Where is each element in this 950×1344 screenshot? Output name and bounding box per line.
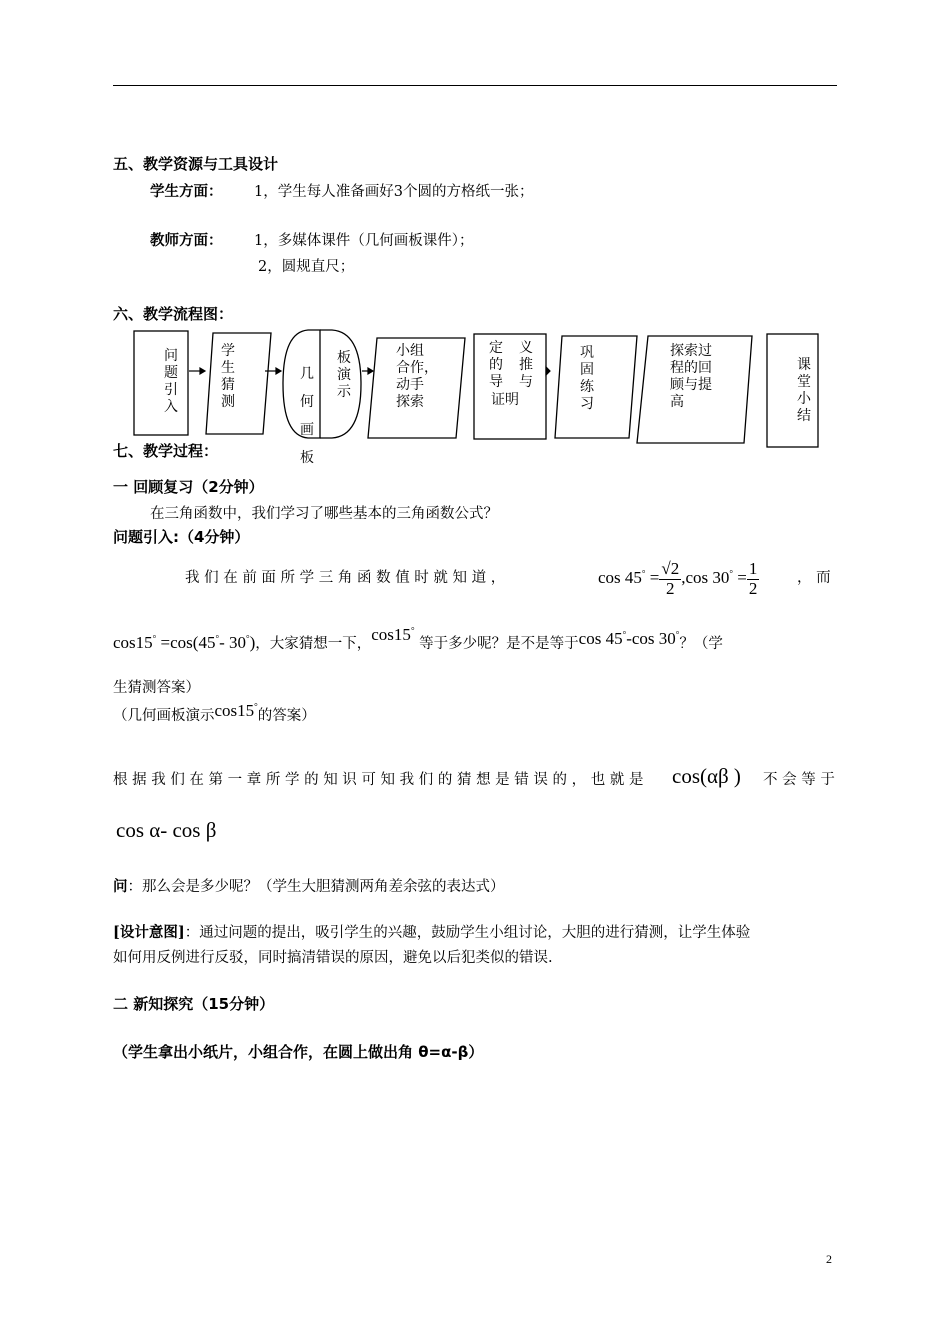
design-text-1: ：通过问题的提出，吸引学生的兴趣，鼓励学生小组讨论，大胆的进行猜测，让学生体验 xyxy=(184,925,751,941)
flow-box-3-text: 几 何 画 板 xyxy=(300,366,314,466)
flow-box-5-text: 小组 合作， 动手 探索 xyxy=(396,343,438,410)
flow-box-6-text-c: 证明 xyxy=(491,392,519,408)
section-7-title: 七、教学过程： xyxy=(113,442,219,460)
m-eq1: = xyxy=(649,568,660,588)
frac-den-2: 2 xyxy=(666,578,675,598)
l2-text3: ？（学 xyxy=(679,636,723,652)
m-cos30: ,cos 30 xyxy=(681,568,730,588)
intro-line-1: 我 们 在 前 面 所 学 三 角 函 数 值 时 就 知 道 ， xyxy=(185,570,506,586)
page-number: 2 xyxy=(826,1252,832,1266)
review-title: 一 回顾复习（2分钟） xyxy=(113,478,264,496)
cos-alpha-beta: cos(αβ ) xyxy=(672,764,741,788)
teacher-item-2: 2，圆规直尺； xyxy=(258,259,355,275)
arrow-1-head xyxy=(200,368,205,374)
flow-box-7-text: 巩 固 练 习 xyxy=(580,345,594,412)
l2-cos45-cos30: cos 45°-cos 30° xyxy=(578,629,680,648)
question-line xyxy=(113,875,505,896)
intro-line-5-end: 不 会 等 于 xyxy=(763,772,835,788)
question-text: ：那么会是多少呢？（学生大胆猜测两角差余弦的表达式） xyxy=(127,879,505,895)
l4-cos15-text: cos15 xyxy=(214,701,255,720)
frac-num-sqrt2: √2 xyxy=(661,559,680,578)
frac-sqrt2-over-2 xyxy=(659,560,681,598)
new-knowledge-text: （学生拿出小纸片，小组合作，在圆上做出角 θ=α-β） xyxy=(113,1043,484,1061)
m-cos45: cos 45 xyxy=(598,568,642,588)
l2-cos15-math: cos15° xyxy=(371,625,415,644)
new-knowledge-title: 二 新知探究（15分钟） xyxy=(113,995,275,1013)
l2-cos15: cos15 xyxy=(113,633,153,652)
teacher-item-1: 1，多媒体课件（几何画板课件）； xyxy=(254,233,474,249)
l2-cos45: =cos(45 xyxy=(160,633,216,652)
flow-box-9-text: 课 堂 小 结 xyxy=(797,357,811,424)
intro-line-2 xyxy=(113,625,723,653)
intro-line-3: 生猜测答案） xyxy=(113,680,200,696)
student-item: 1，学生每人准备画好3个圆的方格纸一张； xyxy=(254,184,534,200)
flow-box-2-text: 学 生 猜 测 xyxy=(221,343,235,410)
flow-box-1-text: 问 题 引 入 xyxy=(164,348,178,415)
frac-num-1: 1 xyxy=(748,559,758,578)
l2-text2: 等于多少呢？是不是等于 xyxy=(414,636,579,652)
l4-c: 的答案） xyxy=(257,708,316,724)
arrow-3-head xyxy=(368,368,373,374)
flow-box-6-text-b: 义 推 与 xyxy=(519,340,533,390)
section-6-title: 六、教学流程图： xyxy=(113,305,234,323)
intro-line-1-end: ， 而 xyxy=(797,570,831,586)
l2-c45: cos 45 xyxy=(578,629,623,648)
flow-box-4-text: 板 演 示 xyxy=(337,350,351,400)
frac-den-2b: 2 xyxy=(748,578,758,598)
l2-text1: ，大家猜想一下， xyxy=(255,636,372,652)
cos15-eq-formula: cos15° =cos(45°- 30°) xyxy=(113,633,256,652)
frac-1-over-2 xyxy=(747,560,760,598)
intro-line-4 xyxy=(113,701,316,725)
l2-30: - 30 xyxy=(219,633,246,652)
l4-cos15: cos15° xyxy=(214,701,258,720)
teacher-label: 教师方面： xyxy=(150,232,223,249)
l2-cos15b: cos15 xyxy=(371,625,411,644)
intro-line-5: 根 据 我 们 在 第 一 章 所 学 的 知 识 可 知 我 们 的 猜 想 是 错 误 的 ， 也 就 是 xyxy=(113,772,644,788)
cos-alpha-minus-cos-beta: cos α- cos β xyxy=(116,818,217,842)
flow-box-6-text-a: 定 的 导 xyxy=(489,340,503,390)
section-5-title: 五、教学资源与工具设计 xyxy=(113,155,279,173)
student-label: 学生方面： xyxy=(150,183,223,200)
l2-c30: -cos 30 xyxy=(626,629,676,648)
flow-box-8-text: 探索过 程的回 顾与提 高 xyxy=(670,343,712,410)
design-line-1 xyxy=(113,921,750,942)
l4-a: （几何画板演示 xyxy=(113,708,215,724)
arrow-2-head xyxy=(276,368,281,374)
intro-title: 问题引入:（4分钟） xyxy=(113,528,250,546)
review-text: 在三角函数中，我们学习了哪些基本的三角函数公式？ xyxy=(150,506,498,522)
question-label: 问 xyxy=(113,878,128,895)
design-label: [设计意图] xyxy=(113,924,185,941)
l2-paren: ) xyxy=(249,633,256,652)
arrow-4-head xyxy=(546,367,550,375)
design-line-2: 如何用反例进行反驳，同时搞清错误的原因，避免以后犯类似的错误. xyxy=(113,950,553,966)
cos-values-formula: cos 45° = $\frac{√2}{2}$ ,cos 30° = $\frac{1}{2}$ xyxy=(598,559,758,598)
m-eq2: = xyxy=(737,568,747,588)
